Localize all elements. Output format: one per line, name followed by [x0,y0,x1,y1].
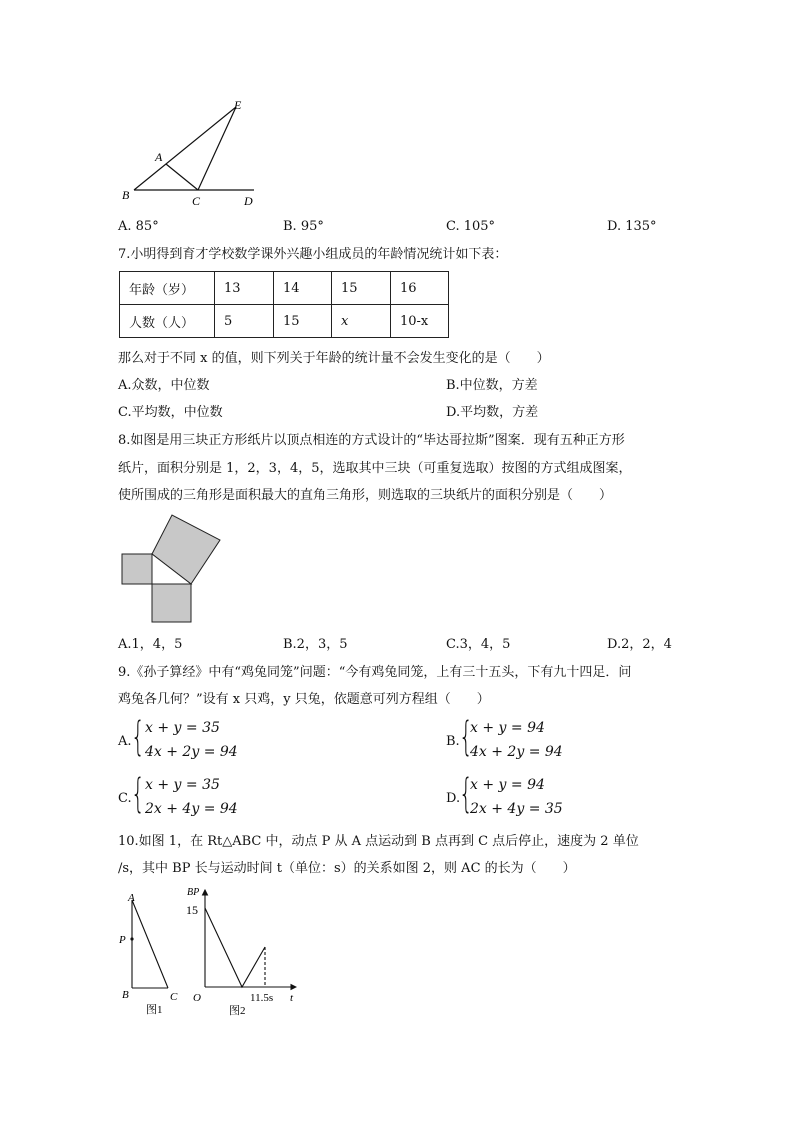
q8-stem-line-1: 8.如图是用三块正方形纸片以顶点相连的方式设计的“毕达哥拉斯”图案．现有五种正方形 [118,433,625,448]
q9-stem-line-2: 鸡兔各几何？”设有 x 只鸡，y 只兔，依题意可列方程组（ ） [118,692,490,707]
q6-option-b: B. 95° [283,219,324,234]
caption-fig1: 图1 [146,1004,163,1016]
q7-option-d: D.平均数，方差 [446,405,539,420]
label-d: D [244,194,253,208]
label-c: C [170,991,178,1003]
q9-option-c-eq2: 2x + 4y = 94 [145,801,238,817]
point-p [130,937,133,940]
q9-option-a-eq1: x + y = 35 [145,720,220,736]
q7-question: 那么对于不同 x 的值，则下列关于年龄的统计量不会发生变化的是（ ） [118,351,550,366]
label-c: C [192,194,201,208]
q9-option-a-label: A. [118,734,132,749]
q7-stem: 7.小明得到育才学校数学课外兴趣小组成员的年龄情况统计如下表： [118,247,508,262]
q10-stem-line-2: /s，其中 BP 长与运动时间 t（单位：s）的关系如图 2，则 AC 的长为（ ） [118,861,576,876]
table-cell: 15 [332,272,391,305]
q7-option-a: A.众数，中位数 [118,378,210,393]
q8-option-a: A.1，4，5 [118,637,183,652]
table-cell: 14 [274,272,332,305]
q6-figure [118,95,263,210]
q8-option-c: C.3，4，5 [446,637,511,652]
label-p: P [119,934,126,946]
q9-option-b-label: B. [446,734,460,749]
table-cell: x [332,305,391,338]
brace: { [459,771,473,817]
square-bottom [152,584,191,622]
q7-option-b: B.中位数，方差 [446,378,538,393]
q10-figure-2 [184,884,309,1020]
label-a: A [155,150,163,164]
caption-fig2: 图2 [229,1005,246,1017]
q9-option-d-eq1: x + y = 94 [470,777,545,793]
axis-label-bp: BP [187,887,200,898]
label-e: E [234,98,242,112]
q7-age-table [119,271,449,338]
q6-option-a: A. 85° [118,219,159,234]
axis-label-t: t [290,992,294,1004]
label-b: B [122,188,130,202]
table-cell: 13 [215,272,274,305]
table-cell: 15 [274,305,332,338]
q8-stem-line-2: 纸片，面积分别是 1，2，3，4，5，选取其中三块（可重复选取）按图的方式组成图案， [118,461,632,476]
q9-option-b-eq2: 4x + 2y = 94 [470,744,563,760]
table-cell: 10-x [391,305,449,338]
table-cell: 年龄（岁） [120,272,215,305]
q9-option-d-label: D. [446,791,461,806]
q10-stem-line-1: 10.如图 1，在 Rt△ABC 中，动点 P 从 A 点运动到 B 点再到 C 点后停止，速度为 2 单位 [118,834,639,849]
q7-option-c: C.平均数，中位数 [118,405,223,420]
label-a: A [128,892,135,904]
q9-stem-line-1: 9.《孙子算经》中有“鸡兔同笼”问题：“今有鸡兔同笼，上有三十五头，下有九十四足．问 [118,665,632,680]
origin-label: O [193,992,201,1004]
brace: { [131,714,145,760]
q8-pythagoras-figure [118,510,228,625]
q10-figure-1 [116,888,188,1018]
x-tick-11-5s: 11.5s [250,992,274,1004]
table-cell: 人数（人） [120,305,215,338]
q6-option-c: C. 105° [446,219,496,234]
square-small-left [122,554,152,584]
q8-stem-line-3: 使所围成的三角形是面积最大的直角三角形，则选取的三块纸片的面积分别是（ ） [118,488,613,503]
q9-option-d-eq2: 2x + 4y = 35 [470,801,563,817]
y-tick-15: 15 [186,903,198,917]
q8-option-d: D.2，2，4 [607,637,672,652]
table-row [120,272,449,305]
brace: { [459,714,473,760]
q8-option-b: B.2，3，5 [283,637,348,652]
q6-option-d: D. 135° [607,219,657,234]
table-cell: 16 [391,272,449,305]
q9-option-b-eq1: x + y = 94 [470,720,545,736]
q9-option-a-eq2: 4x + 2y = 94 [145,744,238,760]
brace: { [131,771,145,817]
table-cell: 5 [215,305,274,338]
table-row [120,305,449,338]
label-b: B [122,989,129,1001]
q9-option-c-label: C. [118,791,132,806]
q9-option-c-eq1: x + y = 35 [145,777,220,793]
